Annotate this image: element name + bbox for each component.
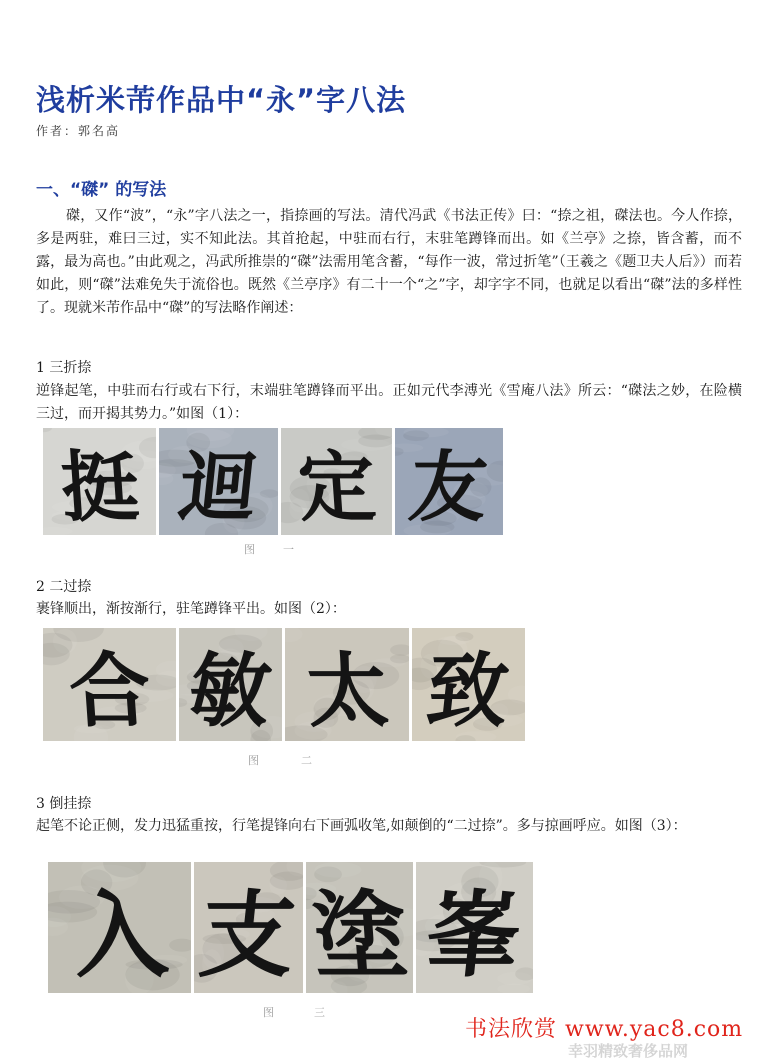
subsection-text-3: 起笔不论正侧，发力迅猛重按，行笔提锋向右下画弧收笔,如颠倒的“二过捺”。多与掠画呼应。如图（3）： bbox=[36, 818, 687, 834]
figure-2-caption: 图二 bbox=[248, 754, 354, 767]
figure-1-images bbox=[43, 428, 503, 535]
calligraphy-character: 支 bbox=[194, 881, 301, 991]
figure-2-images bbox=[43, 628, 525, 741]
calligraphy-character: 友 bbox=[405, 443, 492, 533]
site-watermark-secondary: 幸羽精致奢侈品网 bbox=[568, 1042, 689, 1060]
calligraphy-character: 挺 bbox=[58, 443, 142, 533]
calligraphy-character: 定 bbox=[295, 443, 379, 533]
section-heading: 一、“磔” 的写法 bbox=[36, 180, 167, 200]
calligraphy-character: 塗 bbox=[309, 881, 411, 991]
calligraphy-character: 太 bbox=[303, 643, 392, 739]
calligraphy-image bbox=[306, 862, 413, 993]
calligraphy-character: 迴 bbox=[174, 443, 262, 533]
calligraphy-character: 合 bbox=[66, 643, 154, 739]
subsection-heading-2: 2 二过捺 bbox=[36, 579, 92, 595]
figure-1-caption: 图一 bbox=[244, 543, 322, 556]
calligraphy-image bbox=[179, 628, 282, 741]
subsection-text-2: 裹锋顺出，渐按渐行，驻笔蹲锋平出。如图（2）： bbox=[36, 601, 346, 617]
figure-3-images bbox=[48, 862, 533, 993]
calligraphy-image bbox=[281, 428, 392, 535]
calligraphy-image bbox=[43, 628, 176, 741]
author-line: 作者：郭名高 bbox=[36, 124, 121, 138]
page-title: 浅析米芾作品中“永”字八法 bbox=[36, 83, 407, 117]
calligraphy-image bbox=[412, 628, 525, 741]
calligraphy-character: 致 bbox=[422, 643, 514, 739]
calligraphy-character: 敏 bbox=[184, 643, 276, 739]
calligraphy-image bbox=[48, 862, 191, 993]
subsection-text-1: 逆锋起笔，中驻而右行或右下行，末端驻笔蹲锋而平出。正如元代李溥光《雪庵八法》所云：“磔法之妙，在险横三过，而开揭其势力。”如图（1）： bbox=[36, 383, 742, 422]
calligraphy-image bbox=[285, 628, 409, 741]
subsection-heading-1: 1 三折捺 bbox=[36, 360, 92, 376]
calligraphy-image bbox=[159, 428, 278, 535]
calligraphy-image bbox=[194, 862, 303, 993]
calligraphy-character: 入 bbox=[69, 881, 171, 991]
intro-paragraph: 磔，又作“波”，“永”字八法之一，指捺画的写法。清代冯武《书法正传》曰：“捺之祖，磔法也。今人作捺，多是两驻，难曰三过，实不知此法。其首抢起，中驻而右行，末驻笔蹲锋而出。如《兰亭》之捺，皆含蓄，而不露，最为高也。”由此观之，冯武所推崇的“磔”法需用笔含蓄，“每作一波，常过折笔”（王羲之《题卫夫人后》）而若如此，则“磔”法难免失于流俗也。既然《兰亭序》有二十一个“之”字，却字字不同，也就足以看出“磔”法的多样性了。现就米芾作品中“磔”的写法略作阐述： bbox=[36, 208, 742, 316]
calligraphy-image bbox=[43, 428, 156, 535]
calligraphy-character: 峯 bbox=[420, 881, 527, 991]
subsection-heading-3: 3 倒挂捺 bbox=[36, 796, 92, 812]
site-watermark: 书法欣赏 www.yac8.com bbox=[465, 1017, 744, 1042]
figure-3-caption: 图三 bbox=[263, 1006, 365, 1019]
calligraphy-image bbox=[416, 862, 533, 993]
calligraphy-image bbox=[395, 428, 503, 535]
